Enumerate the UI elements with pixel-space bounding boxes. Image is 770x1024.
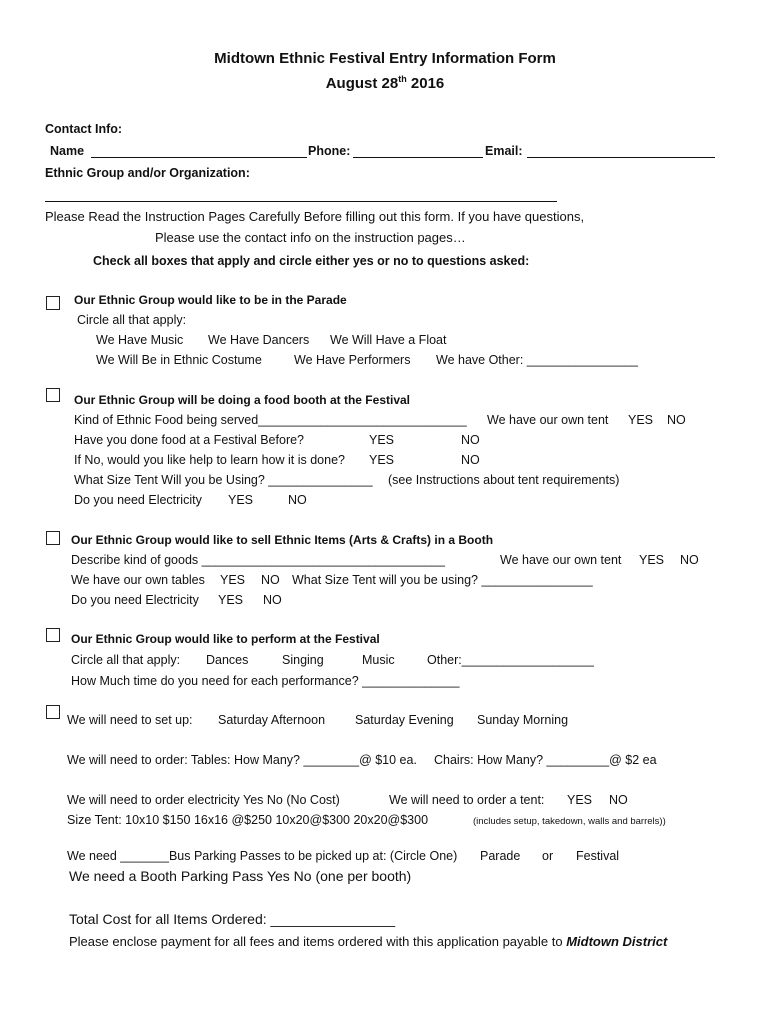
- crafts-heading: Our Ethnic Group would like to sell Ethnic Items (Arts & Crafts) in a Booth: [71, 533, 494, 547]
- crafts-own-tent-label: We have our own tent: [500, 553, 622, 567]
- order-tent-sizes-note: (includes setup, takedown, walls and barrels)): [473, 816, 666, 827]
- date-text: August 28: [325, 75, 399, 92]
- order-bus-option-parade[interactable]: Parade: [480, 849, 521, 863]
- parade-option-performers[interactable]: We Have Performers: [294, 353, 411, 367]
- perform-option-singing[interactable]: Singing: [282, 653, 324, 667]
- name-field[interactable]: [91, 157, 307, 158]
- food-heading: Our Ethnic Group will be doing a food booth at the Festival: [74, 393, 410, 407]
- perform-heading: Our Ethnic Group would like to perform at the Festival: [71, 632, 380, 646]
- food-checkbox[interactable]: [46, 388, 60, 402]
- perform-checkbox[interactable]: [46, 628, 60, 642]
- food-electricity-no[interactable]: NO: [288, 493, 307, 507]
- order-bus-option-festival[interactable]: Festival: [576, 849, 620, 863]
- parade-option-music[interactable]: We Have Music: [96, 333, 184, 347]
- date-year: 2016: [406, 75, 445, 92]
- perform-option-other[interactable]: Other:___________________: [427, 653, 594, 667]
- parade-checkbox[interactable]: [46, 296, 60, 310]
- parade-option-other[interactable]: We have Other: ________________: [436, 353, 639, 367]
- order-tent-yes[interactable]: YES: [567, 793, 593, 807]
- food-tent-note: (see Instructions about tent requirements): [388, 473, 620, 487]
- food-own-tent-label: We have our own tent: [487, 413, 609, 427]
- email-label: Email:: [485, 144, 523, 158]
- instruction-line-2: Please use the contact info on the instruction pages…: [155, 230, 466, 245]
- crafts-electricity-yes[interactable]: YES: [218, 593, 244, 607]
- food-electricity-yes[interactable]: YES: [228, 493, 254, 507]
- order-tables-field[interactable]: We will need to order: Tables: How Many? ________@ $10 ea.: [67, 753, 417, 767]
- crafts-own-tables-label: We have our own tables: [71, 573, 205, 587]
- parade-option-costume[interactable]: We Will Be in Ethnic Costume: [96, 353, 262, 367]
- crafts-tent-size-field[interactable]: What Size Tent will you be using? ________________: [292, 573, 593, 587]
- phone-field[interactable]: [353, 157, 483, 158]
- food-electricity-label: Do you need Electricity: [74, 493, 202, 507]
- setup-option-saturday-afternoon[interactable]: Saturday Afternoon: [218, 713, 326, 727]
- order-tent-no[interactable]: NO: [609, 793, 628, 807]
- food-kind-field[interactable]: Kind of Ethnic Food being served______________________________: [74, 413, 467, 427]
- crafts-electricity-label: Do you need Electricity: [71, 593, 199, 607]
- setup-option-saturday-evening[interactable]: Saturday Evening: [355, 713, 454, 727]
- crafts-describe-field[interactable]: Describe kind of goods ___________________________________: [71, 553, 445, 567]
- order-tent-sizes[interactable]: Size Tent: 10x10 $150 16x16 @$250 10x20@$300 20x20@$300: [67, 813, 429, 827]
- email-field[interactable]: [527, 157, 715, 158]
- order-bus-option-or: or: [542, 849, 554, 863]
- date-suffix: th: [398, 74, 407, 84]
- perform-time-field[interactable]: How Much time do you need for each performance? ______________: [71, 674, 460, 688]
- parade-option-dancers[interactable]: We Have Dancers: [208, 333, 310, 347]
- order-chairs-field[interactable]: Chairs: How Many? _________@ $2 ea: [434, 753, 657, 767]
- parade-heading: Our Ethnic Group would like to be in the Parade: [74, 293, 347, 307]
- perform-circle-label: Circle all that apply:: [71, 653, 181, 667]
- setup-label: We will need to set up:: [67, 713, 193, 727]
- name-label: Name: [50, 144, 85, 158]
- form-date: [0, 74, 770, 92]
- order-electricity-line[interactable]: We will need to order electricity Yes No (No Cost): [67, 793, 340, 807]
- crafts-checkbox[interactable]: [46, 531, 60, 545]
- perform-option-dances[interactable]: Dances: [206, 653, 249, 667]
- crafts-electricity-no[interactable]: NO: [263, 593, 282, 607]
- crafts-own-tables-no[interactable]: NO: [261, 573, 280, 587]
- order-bus-pass-field[interactable]: We need _______Bus Parking Passes to be picked up at: (Circle One): [67, 849, 458, 863]
- food-before-label: Have you done food at a Festival Before?: [74, 433, 305, 447]
- food-own-tent-yes[interactable]: YES: [628, 413, 654, 427]
- food-before-no[interactable]: NO: [461, 433, 480, 447]
- form-title: Midtown Ethnic Festival Entry Information Form: [214, 50, 556, 67]
- food-before-yes[interactable]: YES: [369, 433, 395, 447]
- instruction-line-1: Please Read the Instruction Pages Carefully Before filling out this form. If you have questions,: [45, 209, 585, 224]
- setup-option-sunday-morning[interactable]: Sunday Morning: [477, 713, 569, 727]
- parade-circle-label: Circle all that apply:: [77, 313, 187, 327]
- food-help-label: If No, would you like help to learn how it is done?: [74, 453, 345, 467]
- order-booth-pass-line[interactable]: We need a Booth Parking Pass Yes No (one per booth): [69, 868, 412, 884]
- phone-label: Phone:: [308, 144, 351, 158]
- payee-name: Midtown District: [566, 934, 668, 949]
- crafts-own-tent-yes[interactable]: YES: [639, 553, 665, 567]
- crafts-own-tent-no[interactable]: NO: [680, 553, 699, 567]
- food-tent-size-field[interactable]: What Size Tent Will you be Using? _______________: [74, 473, 373, 487]
- food-help-no[interactable]: NO: [461, 453, 480, 467]
- instruction-line-3: Check all boxes that apply and circle either yes or no to questions asked:: [93, 254, 530, 268]
- payment-text: Please enclose payment for all fees and items ordered with this application payable to: [69, 934, 567, 949]
- payment-instruction: [69, 934, 667, 950]
- food-help-yes[interactable]: YES: [369, 453, 395, 467]
- crafts-own-tables-yes[interactable]: YES: [220, 573, 246, 587]
- parade-option-float[interactable]: We Will Have a Float: [330, 333, 447, 347]
- total-cost-field[interactable]: Total Cost for all Items Ordered: ________________: [69, 911, 396, 927]
- food-own-tent-no[interactable]: NO: [667, 413, 686, 427]
- contact-heading: Contact Info:: [45, 122, 123, 136]
- perform-option-music[interactable]: Music: [362, 653, 395, 667]
- setup-checkbox[interactable]: [46, 705, 60, 719]
- order-tent-label: We will need to order a tent:: [389, 793, 545, 807]
- group-field[interactable]: [45, 201, 557, 202]
- group-label: Ethnic Group and/or Organization:: [45, 166, 250, 180]
